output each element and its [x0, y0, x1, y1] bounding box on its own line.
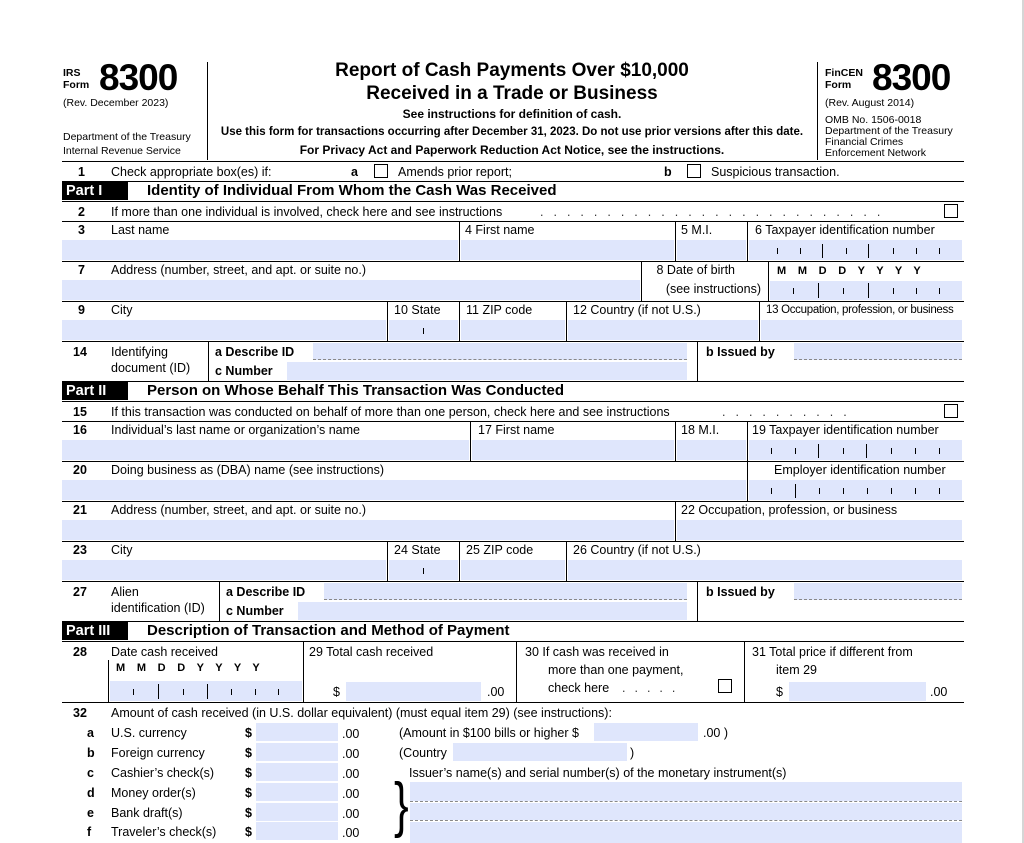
row23-rule [62, 581, 964, 582]
tin-label: 6 Taxpayer identification number [755, 223, 935, 237]
fincen-form-number: 8300 [872, 57, 951, 98]
line1-number: 1 [78, 165, 85, 179]
form-title-line2: Received in a Trade or Business [366, 83, 658, 104]
line9-number: 9 [78, 303, 85, 317]
see-instructions: See instructions for definition of cash. [402, 107, 622, 121]
use-form-notice: Use this form for transactions occurring after December 31, 2023. Do not use prior versions after this date. [220, 126, 804, 138]
divider-27 [219, 581, 220, 621]
total-price-cents: .00 [930, 685, 948, 699]
state-label-2: 24 State [394, 543, 441, 557]
fincen-revision: (Rev. August 2014) [825, 97, 915, 109]
foreign-currency-field[interactable] [256, 743, 338, 761]
bills-end: .00 ) [703, 726, 729, 740]
tin-separator [822, 244, 823, 258]
divider-7-8 [641, 261, 642, 301]
cashiers-check-field[interactable] [256, 763, 338, 781]
alien-id-label-1: Alien [111, 585, 139, 599]
divider-14 [208, 341, 209, 381]
total-price-label-1: 31 Total price if different from [752, 645, 913, 659]
row-label: Foreign currency [111, 746, 205, 760]
zip-label-2: 25 ZIP code [466, 543, 534, 557]
ein-tick [843, 488, 844, 494]
line3-number: 3 [78, 223, 85, 237]
date-tick [278, 689, 279, 695]
ein-field[interactable] [749, 480, 962, 500]
row-dollar: $ [245, 786, 252, 800]
part1-header-rule [62, 201, 964, 202]
issuer-line-2 [410, 820, 962, 821]
tin-tick [846, 248, 847, 254]
row-cents: .00 [342, 807, 360, 821]
tin2-tick [843, 448, 844, 454]
row-letter: e [87, 806, 94, 820]
tin2-separator [818, 444, 819, 458]
line15-leader-dots: .......... [722, 405, 857, 419]
row-label: Traveler’s check(s) [111, 825, 217, 839]
divider-17-18 [675, 421, 676, 461]
last-name-field[interactable] [62, 240, 458, 260]
tin-field-2[interactable] [749, 440, 962, 460]
line32-number: 32 [73, 706, 87, 720]
org-name-label: Individual’s last name or organization’s name [111, 423, 360, 437]
alien-id-label-2: identification (ID) [111, 601, 205, 615]
omb-number: OMB No. 1506-0018 [825, 114, 922, 126]
multiple-payments-checkbox[interactable] [718, 679, 732, 693]
line1-label: Check appropriate box(es) if: [111, 165, 272, 179]
date-received-label: Date cash received [111, 645, 219, 659]
fincen-network-2: Enforcement Network [825, 147, 926, 159]
dob-tick [939, 288, 940, 294]
header-divider-left [207, 62, 208, 160]
row-label: Cashier’s check(s) [111, 766, 215, 780]
dob-tick [893, 288, 894, 294]
occupation-field-2[interactable] [677, 520, 962, 540]
ein-label: Employer identification number [774, 463, 946, 477]
issued-by-label: b Issued by [706, 345, 775, 359]
irs-form-label: Form [63, 79, 90, 91]
occupation-field[interactable] [761, 320, 962, 340]
part1-title: Identity of Individual From Whom the Cash Was Received [147, 182, 557, 199]
dba-label: Doing business as (DBA) name (see instructions) [111, 463, 385, 477]
zip-label: 11 ZIP code [466, 303, 533, 317]
date-box-left [108, 660, 109, 702]
form-title-line1: Report of Cash Payments Over $10,000 [335, 60, 689, 81]
issued-by-line [794, 359, 962, 360]
describe-id-label: a Describe ID [215, 345, 295, 359]
dba-field[interactable] [62, 480, 746, 500]
alien-issued-by-field[interactable] [794, 583, 962, 600]
date-received-field[interactable] [110, 681, 302, 701]
tin2-tick [891, 448, 892, 454]
bills-field[interactable] [594, 723, 698, 741]
date-tick [183, 689, 184, 695]
fincen-department: Department of the Treasury [825, 125, 953, 137]
line32-label: Amount of cash received (in U.S. dollar equivalent) (must equal item 29) (see instructions): [111, 706, 612, 720]
privacy-notice: For Privacy Act and Paperwork Reduction Act Notice, see the instructions. [299, 143, 725, 157]
multiple-payments-label-3: check here [548, 681, 610, 695]
divider-10-11 [459, 301, 460, 341]
row-label: Bank draft(s) [111, 806, 183, 820]
line30-leader-dots: ..... [622, 681, 685, 695]
divider-29-30 [516, 641, 517, 702]
fincen-form-label: Form [825, 79, 852, 91]
line28-number: 28 [73, 645, 87, 659]
divider-dob [768, 261, 769, 301]
row-letter: b [87, 746, 95, 760]
issued-by-field[interactable] [794, 343, 962, 360]
row-letter: d [87, 786, 95, 800]
divider-12-13 [759, 301, 760, 341]
divider-16-17 [470, 421, 471, 461]
total-cash-label: 29 Total cash received [309, 645, 434, 659]
divider-21-22 [675, 501, 676, 541]
address-field[interactable] [62, 280, 640, 300]
fincen-label: FinCEN [825, 67, 863, 79]
irs-label: IRS [63, 67, 81, 79]
row-cents: .00 [342, 787, 360, 801]
last-name-label: Last name [111, 223, 170, 237]
divider-11-12 [566, 301, 567, 341]
mi-field[interactable] [677, 240, 746, 260]
state-label: 10 State [394, 303, 441, 317]
describe-id-field[interactable] [313, 343, 687, 360]
multiple-individuals-checkbox[interactable] [944, 204, 958, 218]
line15-number: 15 [73, 405, 87, 419]
tin-tick [777, 248, 778, 254]
country-label-2: 26 Country (if not U.S.) [573, 543, 701, 557]
alien-issued-by-label: b Issued by [706, 585, 775, 599]
city-field-2[interactable] [62, 560, 386, 580]
mi-label-2: 18 M.I. [681, 423, 720, 437]
multiple-payments-label-2: more than one payment, [548, 663, 684, 677]
city-field[interactable] [62, 320, 386, 340]
tin-tick [893, 248, 894, 254]
row16-rule [62, 461, 964, 462]
describe-id-line [313, 359, 687, 360]
state-tick [423, 328, 424, 334]
line14-number: 14 [73, 345, 87, 359]
line27-number: 27 [73, 585, 87, 599]
suspicious-transaction-label: Suspicious transaction. [711, 165, 840, 179]
divider-4-5 [675, 221, 676, 261]
line7-number: 7 [78, 263, 85, 277]
row-letter: c [87, 766, 94, 780]
row-label: U.S. currency [111, 726, 187, 740]
header-divider-right [817, 62, 818, 160]
irs-department: Department of the Treasury [63, 131, 191, 143]
bills-label: (Amount in $100 bills or higher $ [399, 726, 579, 740]
line1b-letter: b [664, 165, 672, 179]
divider-24-25 [459, 541, 460, 581]
tin2-separator [866, 444, 867, 458]
first-name-field[interactable] [461, 240, 674, 260]
line2-number: 2 [78, 205, 85, 219]
alien-describe-id-label: a Describe ID [226, 585, 306, 599]
row3-rule [62, 261, 964, 262]
row28-rule [62, 702, 964, 703]
country-paren-label: (Country [399, 746, 447, 760]
ein-tick [915, 488, 916, 494]
fincen-network-1: Financial Crimes [825, 136, 904, 148]
row-cents: .00 [342, 727, 360, 741]
part3-tag: Part III [62, 622, 128, 640]
issuer-label: Issuer’s name(s) and serial number(s) of the monetary instrument(s) [409, 766, 787, 780]
irs-revision: (Rev. December 2023) [63, 97, 169, 109]
dob-separator [818, 283, 819, 298]
suspicious-transaction-checkbox[interactable] [687, 164, 701, 178]
line2-rule [62, 221, 964, 222]
part3-title: Description of Transaction and Method of Payment [147, 622, 510, 639]
line21-number: 21 [73, 503, 87, 517]
tin2-tick [915, 448, 916, 454]
row21-rule [62, 541, 964, 542]
divider-3-4 [459, 221, 460, 261]
tin-tick [916, 248, 917, 254]
divider-23-24 [387, 541, 388, 581]
dob-label: 8 Date of birth [656, 263, 735, 277]
amends-prior-report-checkbox[interactable] [374, 164, 388, 178]
mi-label: 5 M.I. [681, 223, 713, 237]
line1a-letter: a [351, 165, 358, 179]
tin-label-2: 19 Taxpayer identification number [752, 423, 939, 437]
mi-field-2[interactable] [677, 440, 746, 460]
id-label-1: Identifying [111, 345, 168, 359]
divider-28-29 [303, 641, 304, 702]
tin-field[interactable] [749, 240, 962, 260]
total-cash-dollar: $ [333, 685, 340, 699]
row20-rule [62, 501, 964, 502]
id-number-field[interactable] [287, 362, 687, 380]
country-paren-end: ) [630, 746, 635, 760]
tin2-tick [939, 448, 940, 454]
zip-field[interactable] [461, 320, 565, 340]
line2-leader-dots: .......................... [540, 205, 891, 219]
multiple-payments-label-1: 30 If cash was received in [525, 645, 669, 659]
header-bottom-rule [62, 161, 964, 162]
ein-separator [795, 484, 796, 498]
ein-tick [939, 488, 940, 494]
foreign-country-field[interactable] [453, 743, 627, 761]
row9-rule [62, 341, 964, 342]
row-letter: f [87, 825, 92, 839]
part1-tag: Part I [62, 182, 128, 200]
row-label: Money order(s) [111, 786, 196, 800]
line15-rule [62, 421, 964, 422]
ein-tick [771, 488, 772, 494]
date-separator [158, 684, 159, 699]
total-cash-field[interactable] [346, 682, 481, 701]
first-name-field-2[interactable] [472, 440, 674, 460]
tin2-tick [795, 448, 796, 454]
line15-label: If this transaction was conducted on behalf of more than one person, check here and see instructions [111, 405, 670, 419]
divider-30-31 [744, 641, 745, 702]
row-cents: .00 [342, 767, 360, 781]
line20-number: 20 [73, 463, 87, 477]
total-cash-cents: .00 [487, 685, 505, 699]
row-dollar: $ [245, 766, 252, 780]
alien-describe-id-line [324, 599, 687, 600]
row-letter: a [87, 726, 94, 740]
first-name-label-2: 17 First name [478, 423, 555, 437]
line23-number: 23 [73, 543, 87, 557]
row-dollar: $ [245, 726, 252, 740]
dob-format: M M D D Y Y Y Y [777, 265, 926, 277]
address-field-2[interactable] [62, 520, 674, 540]
multiple-persons-checkbox[interactable] [944, 404, 958, 418]
alien-describe-id-field[interactable] [324, 583, 687, 600]
ein-tick [819, 488, 820, 494]
id-number-label: c Number [215, 364, 273, 378]
dob-tick [793, 288, 794, 294]
part3-header-rule [62, 641, 964, 642]
issuer-brace: } [394, 770, 409, 840]
city-label-2: City [111, 543, 133, 557]
alien-issued-by-line [794, 599, 962, 600]
part2-header-rule [62, 401, 964, 402]
ein-tick [891, 488, 892, 494]
line2-label: If more than one individual is involved, check here and see instructions [111, 205, 503, 219]
tin-separator [868, 244, 869, 258]
date-tick [255, 689, 256, 695]
divider-9-10 [387, 301, 388, 341]
zip-field-2[interactable] [461, 560, 565, 580]
date-received-format: M M D D Y Y Y Y [116, 662, 265, 674]
line16-number: 16 [73, 423, 87, 437]
divider-5-6 [747, 221, 748, 261]
alien-number-label: c Number [226, 604, 284, 618]
issuer-field-2[interactable] [410, 803, 962, 820]
tin-tick [939, 248, 940, 254]
total-price-field[interactable] [789, 682, 926, 701]
city-label: City [111, 303, 133, 317]
bank-draft-field[interactable] [256, 803, 338, 821]
row-cents: .00 [342, 747, 360, 761]
issuer-line-1 [410, 801, 962, 802]
dob-sublabel: (see instructions) [665, 282, 761, 296]
country-field[interactable] [568, 320, 758, 340]
irs-service: Internal Revenue Service [63, 145, 181, 157]
alien-number-field[interactable] [298, 602, 687, 620]
address-label-2: Address (number, street, and apt. or suite no.) [111, 503, 366, 517]
part2-tag: Part II [62, 382, 128, 400]
date-tick [133, 689, 134, 695]
date-tick [231, 689, 232, 695]
dob-field[interactable] [770, 281, 962, 300]
dob-separator [868, 283, 869, 298]
date-separator [207, 684, 208, 699]
us-currency-field[interactable] [256, 723, 338, 741]
irs-form-number: 8300 [99, 57, 178, 98]
total-price-label-2: item 29 [776, 663, 817, 677]
address-label: Address (number, street, and apt. or suite no.) [111, 263, 366, 277]
divider-25-26 [566, 541, 567, 581]
divider-27b [697, 581, 698, 621]
occupation-label: 13 Occupation, profession, or business [766, 304, 954, 316]
state2-tick [423, 568, 424, 574]
tin2-tick [771, 448, 772, 454]
issuer-field-3[interactable] [410, 822, 962, 843]
country-field-2[interactable] [568, 560, 962, 580]
country-label: 12 Country (if not U.S.) [573, 303, 701, 317]
part2-title: Person on Whose Behalf This Transaction Was Conducted [147, 382, 564, 399]
ein-tick [867, 488, 868, 494]
tin-tick [800, 248, 801, 254]
first-name-label: 4 First name [465, 223, 535, 237]
dob-tick [843, 288, 844, 294]
row-cents: .00 [342, 826, 360, 840]
dob-tick [916, 288, 917, 294]
total-price-dollar: $ [776, 685, 783, 699]
row-dollar: $ [245, 806, 252, 820]
occupation-label-2: 22 Occupation, profession, or business [681, 503, 898, 517]
travelers-check-field[interactable] [256, 822, 338, 840]
org-name-field[interactable] [62, 440, 469, 460]
row-dollar: $ [245, 746, 252, 760]
money-order-field[interactable] [256, 783, 338, 801]
issuer-field-1[interactable] [410, 782, 962, 801]
row7-rule [62, 301, 964, 302]
row-dollar: $ [245, 825, 252, 839]
id-label-2: document (ID) [111, 361, 191, 375]
amends-prior-report-label: Amends prior report; [398, 165, 512, 179]
divider-14b [697, 341, 698, 381]
